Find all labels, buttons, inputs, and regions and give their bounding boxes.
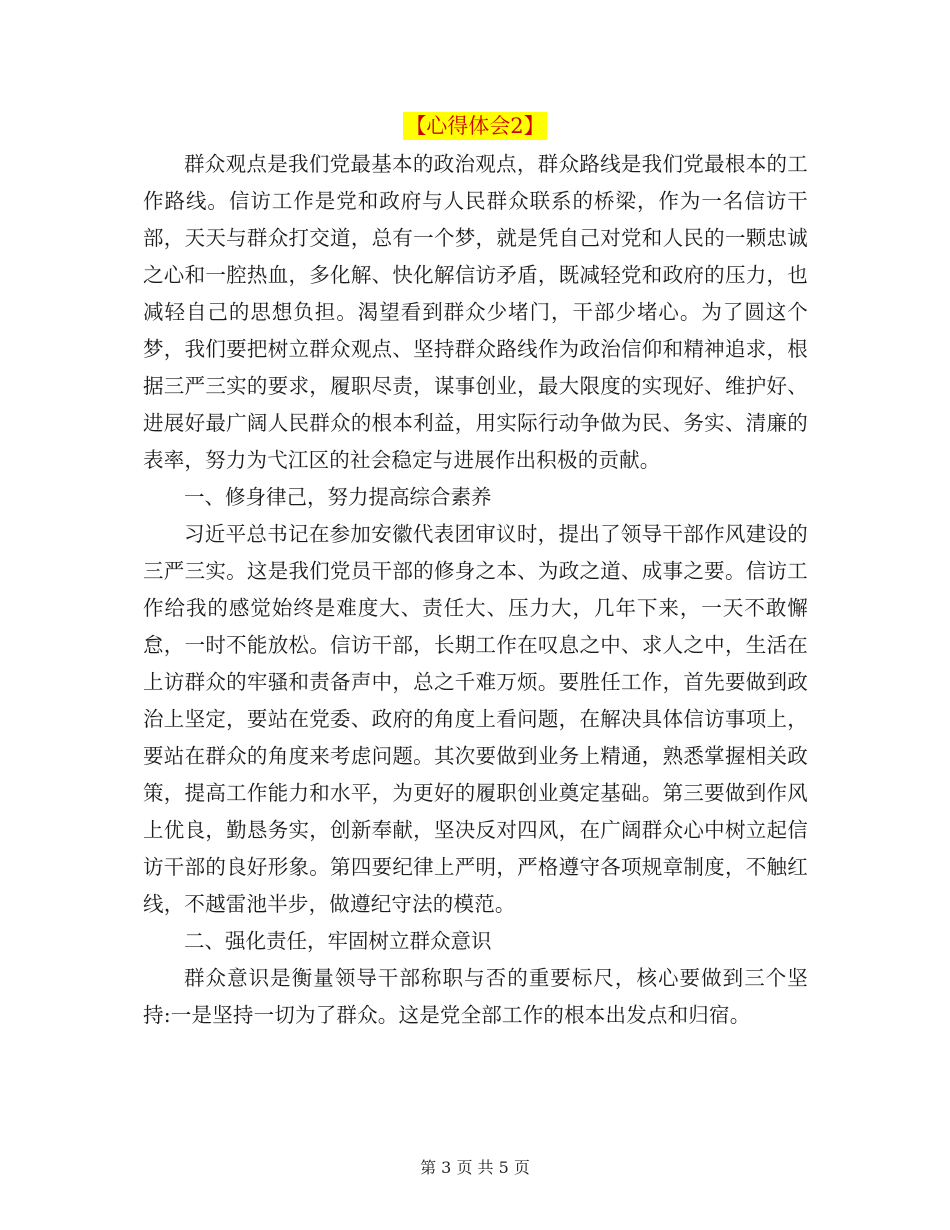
intro-paragraph: 群众观点是我们党最基本的政治观点，群众路线是我们党最根本的工作路线。信访工作是党和政府与人民群众联系的桥梁，作为一名信访干部，天天与群众打交道，总有一个梦，就是凭自己对党和人民的一颗忠诚之心和一腔热血，多化解、快化解信访矛盾，既减轻党和政府的压力，也减轻自己的思想负担。渴望看到群众少堵门，干部少堵心。为了圆这个梦，我们要把树立群众观点、坚持群众路线作为政治信仰和精神追求，根据三严三实的要求，履职尽责，谋事创业，最大限度的实现好、维护好、进展好最广阔人民群众的根本利益，用实际行动争做为民、务实、清廉的表率，努力为弋江区的社会稳定与进展作出积极的贡献。 xyxy=(143,152,808,472)
page-footer: 第 3 页 共 5 页 xyxy=(420,1158,530,1177)
section-heading-2: 二、强化责任，牢固树立群众意识 xyxy=(184,929,492,953)
document-body xyxy=(143,146,808,1034)
section-heading-1: 一、修身律己，努力提高综合素养 xyxy=(184,485,492,509)
title-container xyxy=(0,112,950,140)
section-1-paragraph: 习近平总书记在参加安徽代表团审议时，提出了领导干部作风建设的三严三实。这是我们党员干部的修身之本、为政之道、成事之要。信访工作给我的感觉始终是难度大、责任大、压力大，几年下来，一天不敢懈怠，一时不能放松。信访干部，长期工作在叹息之中、求人之中，生活在上访群众的牢骚和责备声中，总之千难万烦。要胜任工作，首先要做到政治上坚定，要站在党委、政府的角度上看问题，在解决具体信访事项上，要站在群众的角度来考虑问题。其次要做到业务上精通，熟悉掌握相关政策，提高工作能力和水平，为更好的履职创业奠定基础。第三要做到作风上优良，勤恳务实，创新奉献，坚决反对四风，在广阔群众心中树立起信访干部的良好形象。第四要纪律上严明，严格遵守各项规章制度，不触红线，不越雷池半步，做遵纪守法的模范。 xyxy=(143,522,808,916)
section-2-paragraph: 群众意识是衡量领导干部称职与否的重要标尺，核心要做到三个坚持:一是坚持一切为了群众。这是党全部工作的根本出发点和归宿。 xyxy=(143,966,808,1027)
document-title: 【心得体会2】 xyxy=(405,114,545,138)
